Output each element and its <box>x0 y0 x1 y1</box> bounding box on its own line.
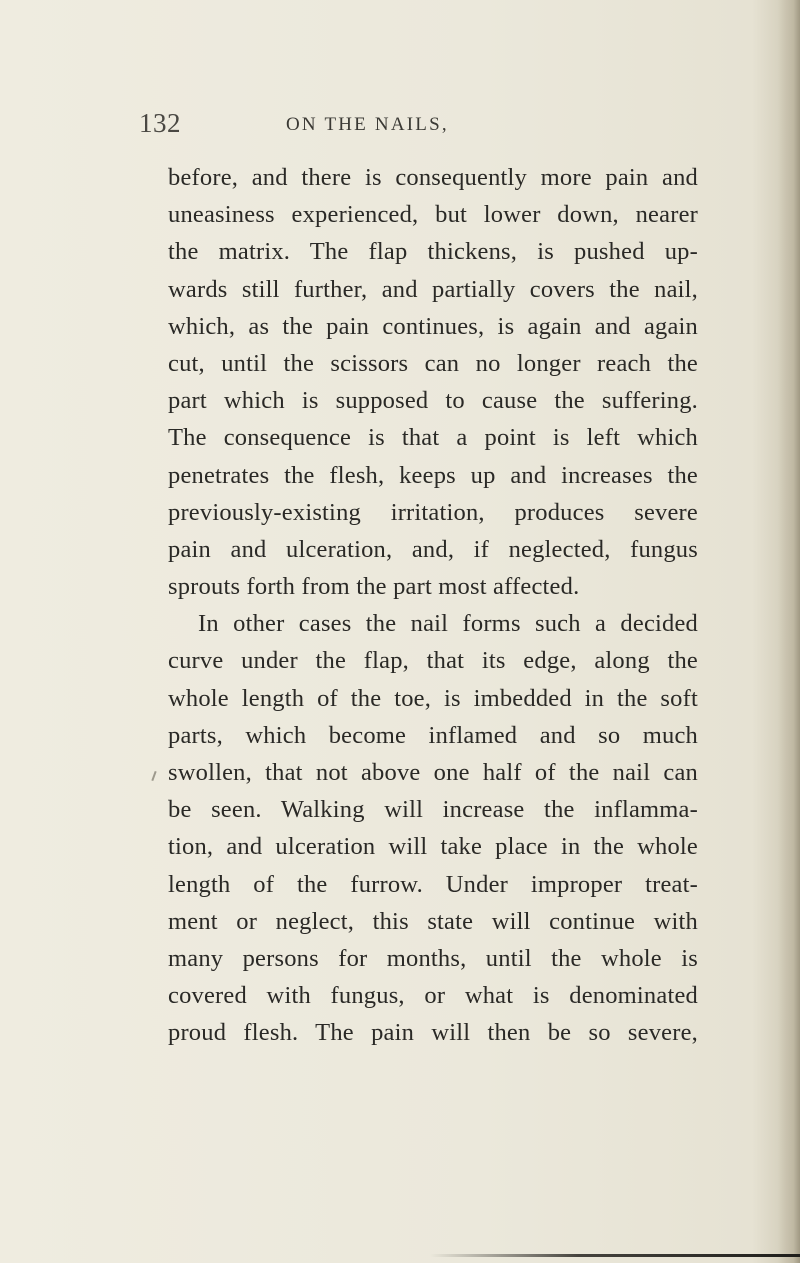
text-line: proud flesh. The pain will then be so severe, <box>168 1019 698 1047</box>
text-line: pain and ulceration, and, if neglected, fungus <box>168 535 698 563</box>
text-line: wards still further, and partially covers the nail, <box>168 275 698 303</box>
text-line: In other cases the nail forms such a decided <box>198 610 698 638</box>
text-line: uneasiness experienced, but lower down, nearer <box>168 201 698 229</box>
text-line: swollen, that not above one half of the nail can <box>168 759 698 786</box>
text-line: whole length of the toe, is imbedded in the soft <box>168 684 698 712</box>
text-line: the matrix. The flap thickens, is pushed up- <box>168 238 698 266</box>
text-line: length of the furrow. Under improper treat- <box>168 870 698 898</box>
margin-mark <box>151 771 156 781</box>
text-line: be seen. Walking will increase the inflamma- <box>168 796 698 824</box>
body-text <box>168 159 698 1052</box>
text-line: tion, and ulceration will take place in the whole <box>168 833 698 861</box>
page-number: 132 <box>139 108 181 138</box>
text-line: cut, until the scissors can no longer reach the <box>168 349 698 377</box>
page-bottom-edge <box>430 1254 800 1257</box>
running-head: ON THE NAILS, <box>286 114 449 135</box>
text-line: many persons for months, until the whole is <box>168 944 698 972</box>
text-line: parts, which become inflamed and so much <box>168 721 698 749</box>
page-header <box>0 98 800 138</box>
text-line: penetrates the flesh, keeps up and increases the <box>168 461 698 489</box>
text-line: curve under the flap, that its edge, along the <box>168 647 698 675</box>
page-edge-shadow <box>778 0 800 1263</box>
text-line: ment or neglect, this state will continue with <box>168 907 698 935</box>
text-line: previously-existing irritation, produces severe <box>168 498 698 526</box>
text-line: The consequence is that a point is left which <box>168 424 698 452</box>
text-line: before, and there is consequently more pain and <box>168 164 698 191</box>
text-line: covered with fungus, or what is denominated <box>168 982 698 1010</box>
text-line: sprouts forth from the part most affected. <box>168 573 580 601</box>
text-line: part which is supposed to cause the suffering. <box>168 387 698 415</box>
text-line: which, as the pain continues, is again and again <box>168 312 698 340</box>
